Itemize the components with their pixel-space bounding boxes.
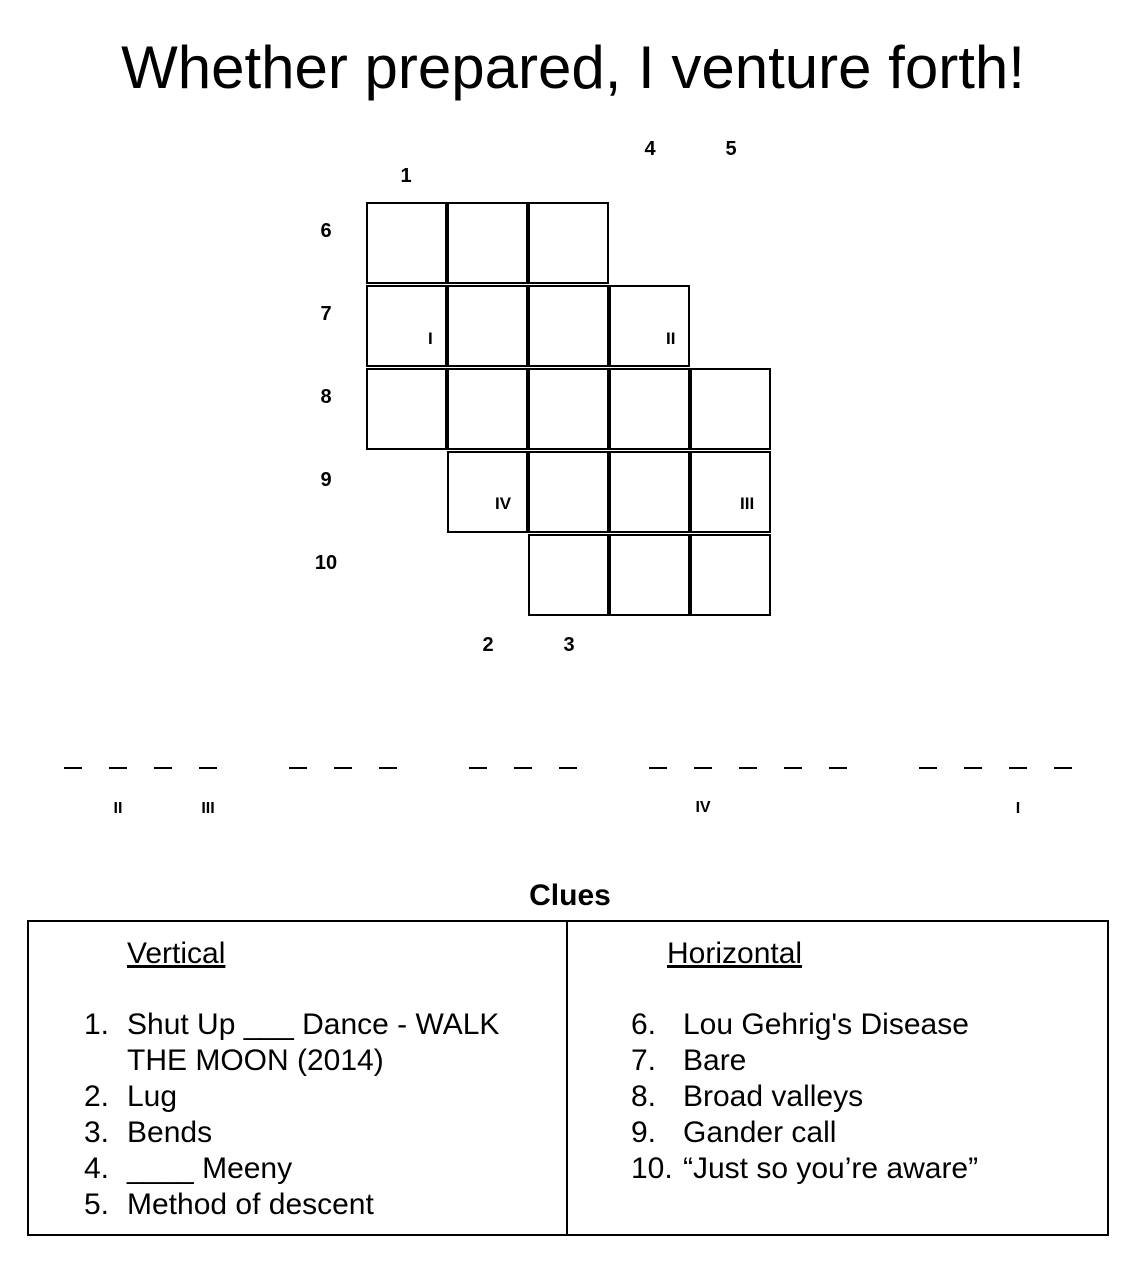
clues-heading: Clues bbox=[529, 879, 611, 912]
cell-mark-iv: IV bbox=[495, 494, 512, 513]
grid-cell[interactable] bbox=[528, 368, 609, 450]
answer-mark-iii: III bbox=[201, 800, 215, 817]
answer-blank[interactable] bbox=[334, 767, 352, 769]
grid-cell[interactable] bbox=[609, 451, 690, 533]
horizontal-heading: Horizontal bbox=[667, 937, 803, 970]
answer-mark-ii: II bbox=[113, 800, 123, 817]
answer-blank[interactable] bbox=[964, 767, 982, 769]
grid-cell[interactable] bbox=[447, 202, 528, 284]
answer-blank[interactable] bbox=[379, 767, 397, 769]
cell-mark-ii: II bbox=[666, 329, 676, 348]
grid-cell[interactable] bbox=[366, 202, 447, 284]
answer-blank[interactable] bbox=[469, 767, 487, 769]
grid-cell[interactable] bbox=[690, 368, 771, 450]
grid-cell[interactable] bbox=[447, 451, 528, 533]
answer-blank[interactable] bbox=[514, 767, 532, 769]
clue-number-9: 9 bbox=[320, 469, 332, 491]
answer-blank[interactable] bbox=[1054, 767, 1072, 769]
puzzle-title: Whether prepared, I venture forth! bbox=[121, 34, 1025, 101]
answer-blank[interactable] bbox=[649, 767, 667, 769]
answer-blank[interactable] bbox=[289, 767, 307, 769]
grid-cell[interactable] bbox=[609, 285, 690, 367]
cell-mark-iii: III bbox=[740, 494, 755, 513]
grid-cell[interactable] bbox=[528, 451, 609, 533]
answer-mark-i: I bbox=[1015, 800, 1021, 817]
grid-cell[interactable] bbox=[366, 368, 447, 450]
answer-blank[interactable] bbox=[1009, 767, 1027, 769]
answer-blank[interactable] bbox=[919, 767, 937, 769]
clue-number-3: 3 bbox=[563, 634, 575, 656]
grid-cell[interactable] bbox=[447, 285, 528, 367]
clue-number-1: 1 bbox=[400, 165, 412, 187]
answer-mark-iv: IV bbox=[695, 799, 711, 816]
answer-blank[interactable] bbox=[64, 767, 82, 769]
grid-cell[interactable] bbox=[366, 285, 447, 367]
answer-blank[interactable] bbox=[694, 767, 712, 769]
vertical-heading: Vertical bbox=[127, 937, 226, 970]
answer-blank[interactable] bbox=[829, 767, 847, 769]
clue-number-6: 6 bbox=[320, 220, 332, 242]
grid-cell[interactable] bbox=[447, 368, 528, 450]
answer-blank[interactable] bbox=[199, 767, 217, 769]
cell-mark-i: I bbox=[428, 329, 433, 348]
grid-cell[interactable] bbox=[690, 534, 771, 616]
grid-cell[interactable] bbox=[528, 202, 609, 284]
grid-cell[interactable] bbox=[609, 368, 690, 450]
clue-number-4: 4 bbox=[644, 138, 656, 160]
answer-blank[interactable] bbox=[739, 767, 757, 769]
grid-cell[interactable] bbox=[609, 534, 690, 616]
clue-number-8: 8 bbox=[320, 386, 332, 408]
clue-number-7: 7 bbox=[320, 303, 332, 325]
clue-number-2: 2 bbox=[482, 634, 494, 656]
clue-number-10: 10 bbox=[314, 552, 338, 574]
answer-blank[interactable] bbox=[109, 767, 127, 769]
grid-cell[interactable] bbox=[528, 534, 609, 616]
answer-blank[interactable] bbox=[154, 767, 172, 769]
grid-cell[interactable] bbox=[528, 285, 609, 367]
clues-divider bbox=[566, 920, 568, 1236]
answer-blank[interactable] bbox=[784, 767, 802, 769]
clue-number-5: 5 bbox=[725, 138, 737, 160]
answer-blank[interactable] bbox=[559, 767, 577, 769]
grid-cell[interactable] bbox=[690, 451, 771, 533]
